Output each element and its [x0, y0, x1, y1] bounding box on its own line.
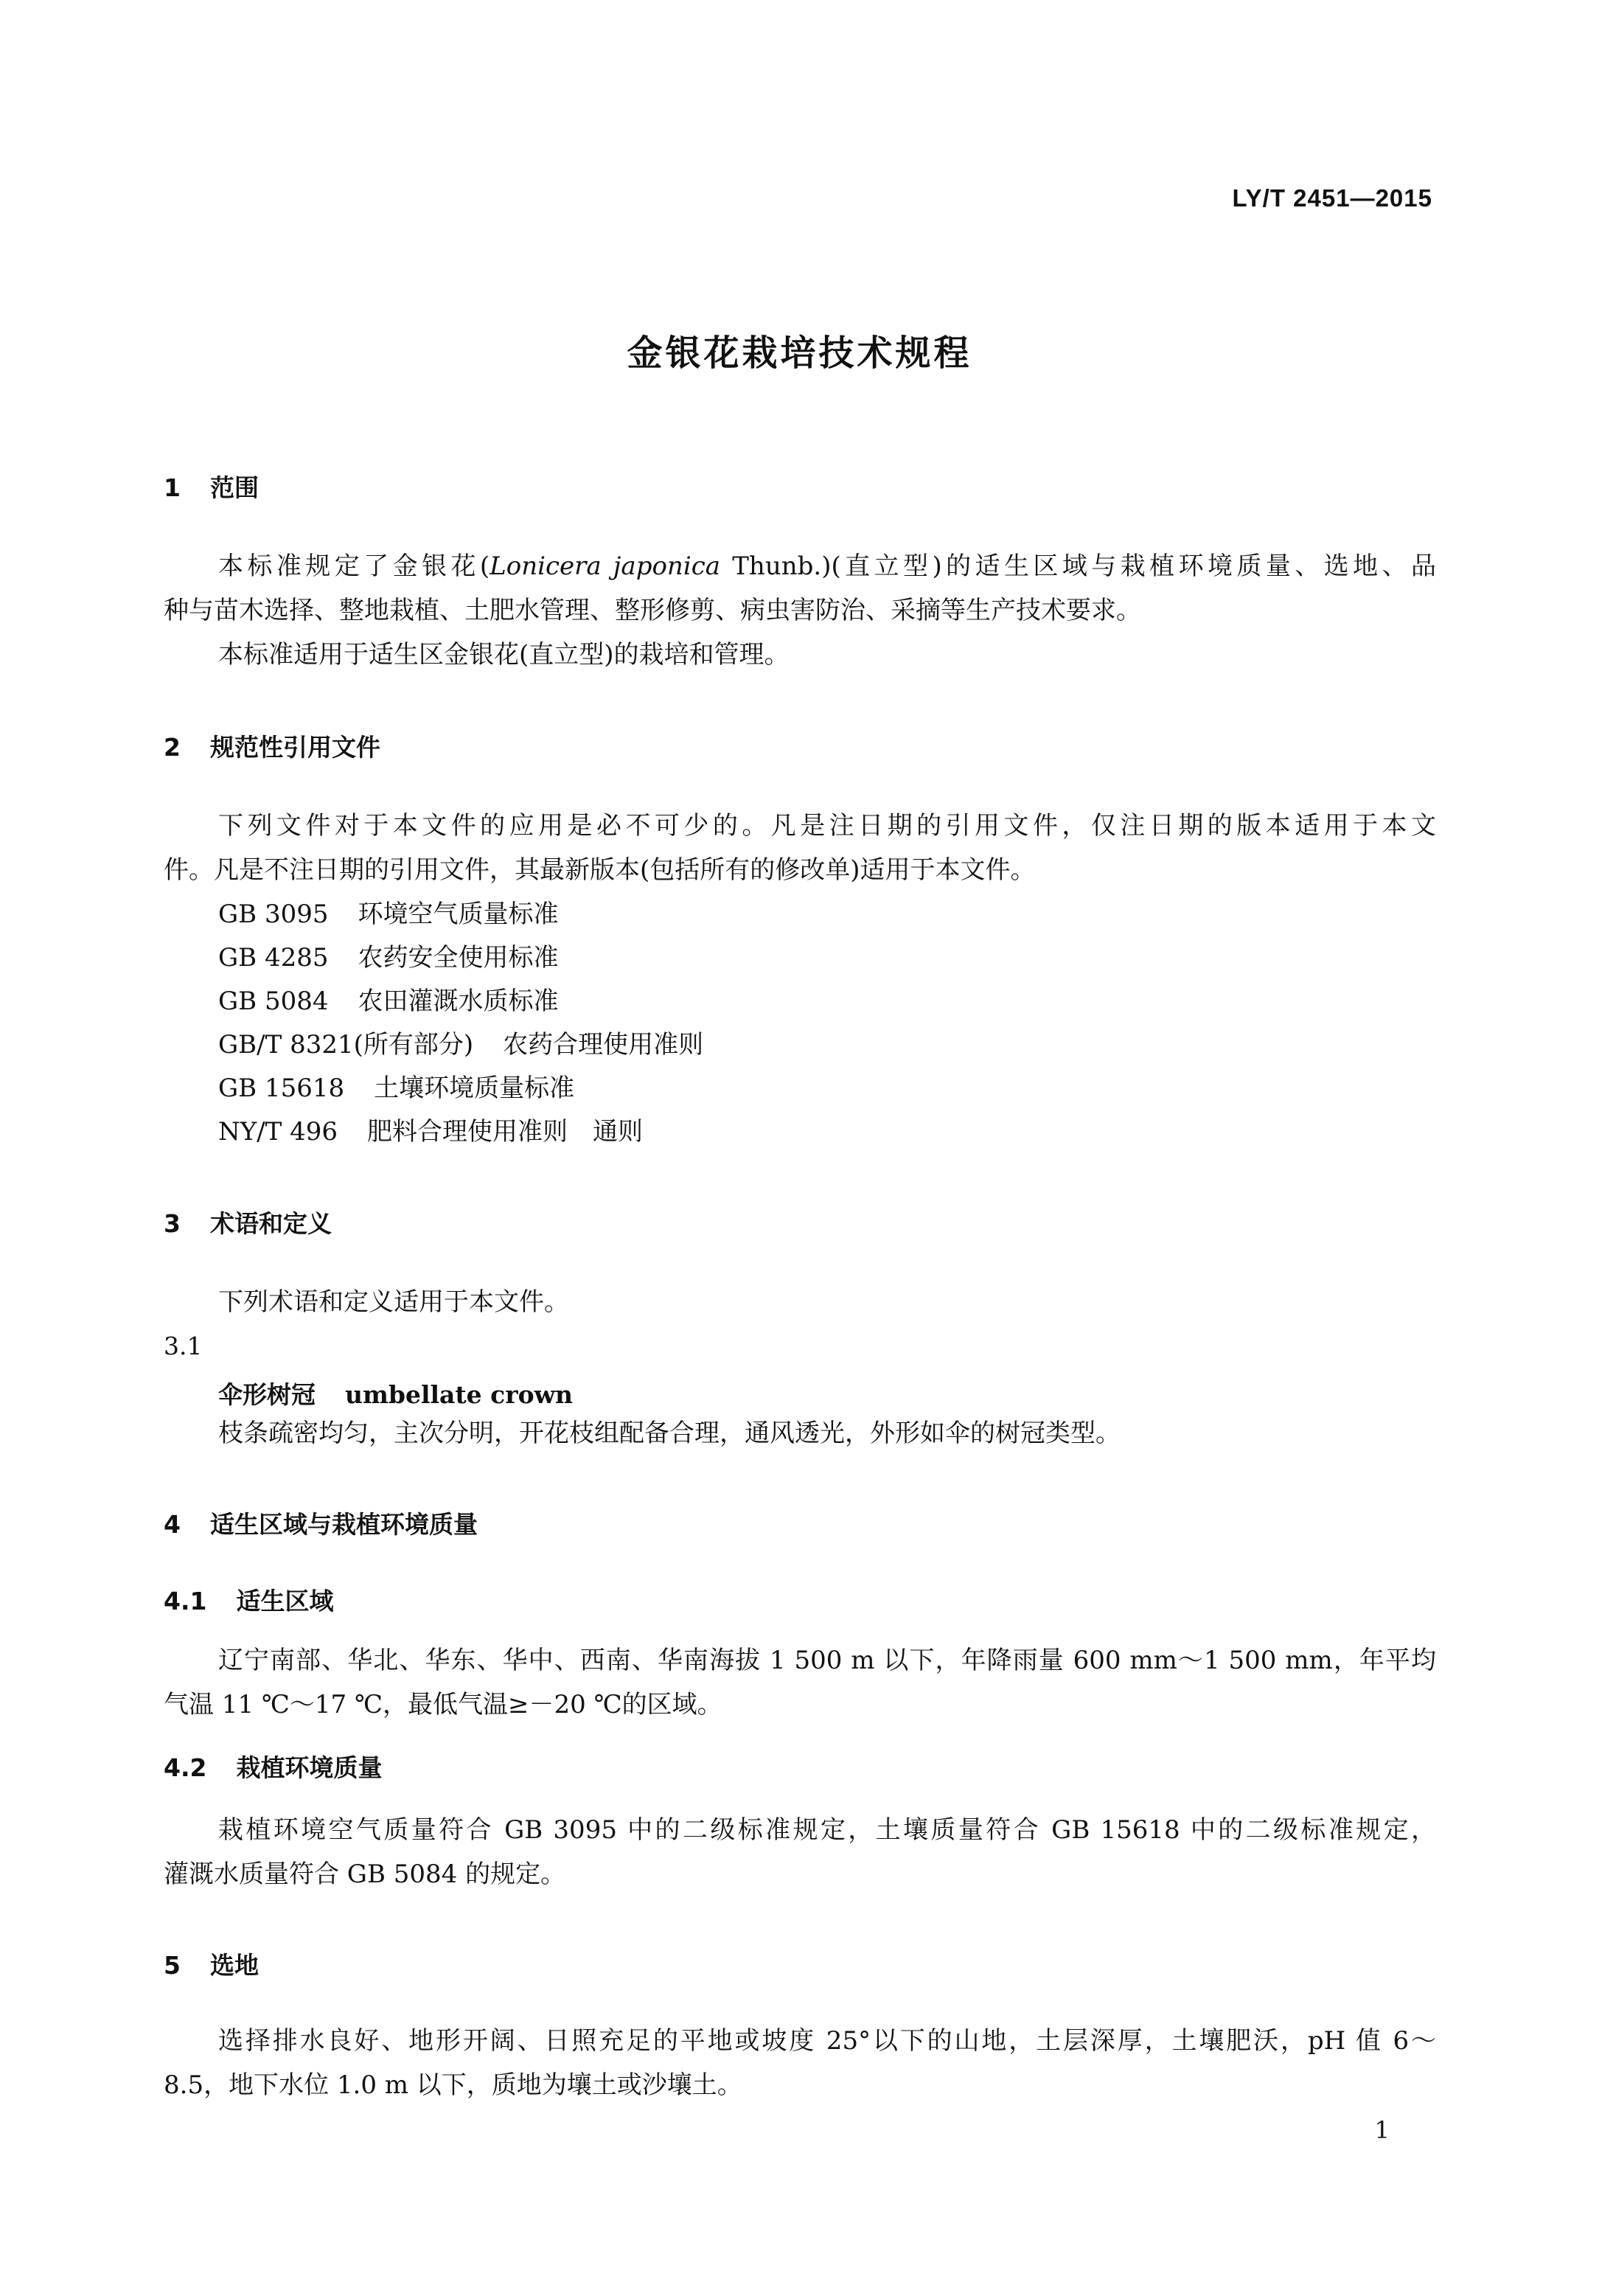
section-number: 3 — [164, 1209, 181, 1238]
section-number: 5 — [164, 1951, 181, 1980]
latin-name: Lonicera japonica — [490, 552, 721, 581]
reference-item — [218, 985, 1436, 1017]
section-3-heading — [164, 1205, 332, 1239]
section-title: 适生区域 — [236, 1587, 334, 1615]
reference-code: GB 5084 — [218, 987, 329, 1016]
reference-code: GB 3095 — [218, 900, 329, 929]
section-5-line-1: 选择排水良好、地形开阔、日照充足的平地或坡度 25°以下的山地，土层深厚，土壤肥沃，pH 值 6～ — [218, 2026, 1436, 2056]
subsection-4-1-heading — [164, 1582, 333, 1617]
section-2-paragraph-line-2: 件。凡是不注日期的引用文件，其最新版本(包括所有的修改单)适用于本文件。 — [164, 855, 1036, 885]
section-5-heading — [164, 1947, 259, 1981]
term-definition: 枝条疏密均匀，主次分明，开花枝组配备合理，通风透光，外形如伞的树冠类型。 — [218, 1419, 1121, 1448]
section-2-heading — [164, 728, 380, 763]
section-number: 2 — [164, 733, 181, 762]
text-run: 本标准规定了金银花( — [218, 552, 490, 581]
term-entry — [218, 1376, 573, 1410]
section-1-paragraph-1-line-2: 种与苗木选择、整地栽植、土肥水管理、整形修剪、病虫害防治、采摘等生产技术要求。 — [164, 596, 1141, 625]
reference-name: 土壤环境质量标准 — [374, 1074, 575, 1103]
section-3-paragraph: 下列术语和定义适用于本文件。 — [218, 1287, 569, 1317]
term-number: 3.1 — [164, 1332, 203, 1360]
section-title: 适生区域与栽植环境质量 — [209, 1510, 478, 1539]
section-1-paragraph-2: 本标准适用于适生区金银花(直立型)的栽培和管理。 — [218, 640, 790, 669]
section-title: 术语和定义 — [209, 1209, 332, 1238]
reference-name: 农田灌溉水质标准 — [358, 987, 559, 1016]
reference-item — [218, 1116, 1436, 1148]
subsection-4-2-line-2: 灌溉水质量符合 GB 5084 的规定。 — [164, 1860, 566, 1889]
reference-code: GB 15618 — [218, 1074, 345, 1103]
subsection-4-2-line-1: 栽植环境空气质量符合 GB 3095 中的二级标准规定，土壤质量符合 GB 15618 中的二级标准规定， — [218, 1815, 1436, 1845]
section-1-heading — [164, 469, 259, 504]
reference-name: 农药安全使用标准 — [358, 943, 559, 973]
reference-code: NY/T 496 — [218, 1117, 338, 1147]
subsection-4-1-line-1: 辽宁南部、华北、华东、华中、西南、华南海拔 1 500 m 以下，年降雨量 600 mm～1 500 mm，年平均 — [218, 1646, 1436, 1675]
reference-item — [218, 1072, 1436, 1104]
section-title: 范围 — [209, 473, 259, 502]
section-number: 4.1 — [164, 1587, 207, 1615]
reference-item — [218, 898, 1436, 930]
standard-code: LY/T 2451—2015 — [1232, 184, 1432, 212]
reference-name: 肥料合理使用准则 通则 — [367, 1117, 644, 1147]
reference-code: GB 4285 — [218, 943, 329, 973]
subsection-4-1-line-2: 气温 11 ℃～17 ℃，最低气温≥－20 ℃的区域。 — [164, 1690, 722, 1719]
section-1-paragraph-1-line-1 — [218, 550, 1436, 582]
reference-item — [218, 1029, 1436, 1061]
subsection-4-2-heading — [164, 1749, 382, 1784]
text-run: Thunb.)(直立型)的适生区域与栽植环境质量、选地、品 — [720, 552, 1437, 581]
reference-name: 环境空气质量标准 — [358, 900, 559, 929]
reference-code: GB/T 8321(所有部分) — [218, 1030, 474, 1060]
document-title: 金银花栽培技术规程 — [627, 333, 972, 374]
term-english: umbellate crown — [345, 1380, 574, 1409]
section-4-heading — [164, 1506, 478, 1540]
section-number: 4 — [164, 1510, 181, 1539]
page-number: 1 — [1374, 2116, 1390, 2144]
reference-name: 农药合理使用准则 — [503, 1030, 704, 1060]
section-5-line-2: 8.5，地下水位 1.0 m 以下，质地为壤土或沙壤土。 — [164, 2070, 742, 2100]
section-title: 规范性引用文件 — [209, 733, 380, 762]
section-2-paragraph-line-1: 下列文件对于本文件的应用是必不可少的。凡是注日期的引用文件，仅注日期的版本适用于本文 — [218, 811, 1436, 841]
section-title: 栽植环境质量 — [236, 1753, 383, 1782]
section-number: 4.2 — [164, 1753, 207, 1782]
section-title: 选地 — [209, 1951, 259, 1980]
term-chinese: 伞形树冠 — [218, 1380, 316, 1409]
section-number: 1 — [164, 473, 181, 502]
reference-item — [218, 942, 1436, 974]
